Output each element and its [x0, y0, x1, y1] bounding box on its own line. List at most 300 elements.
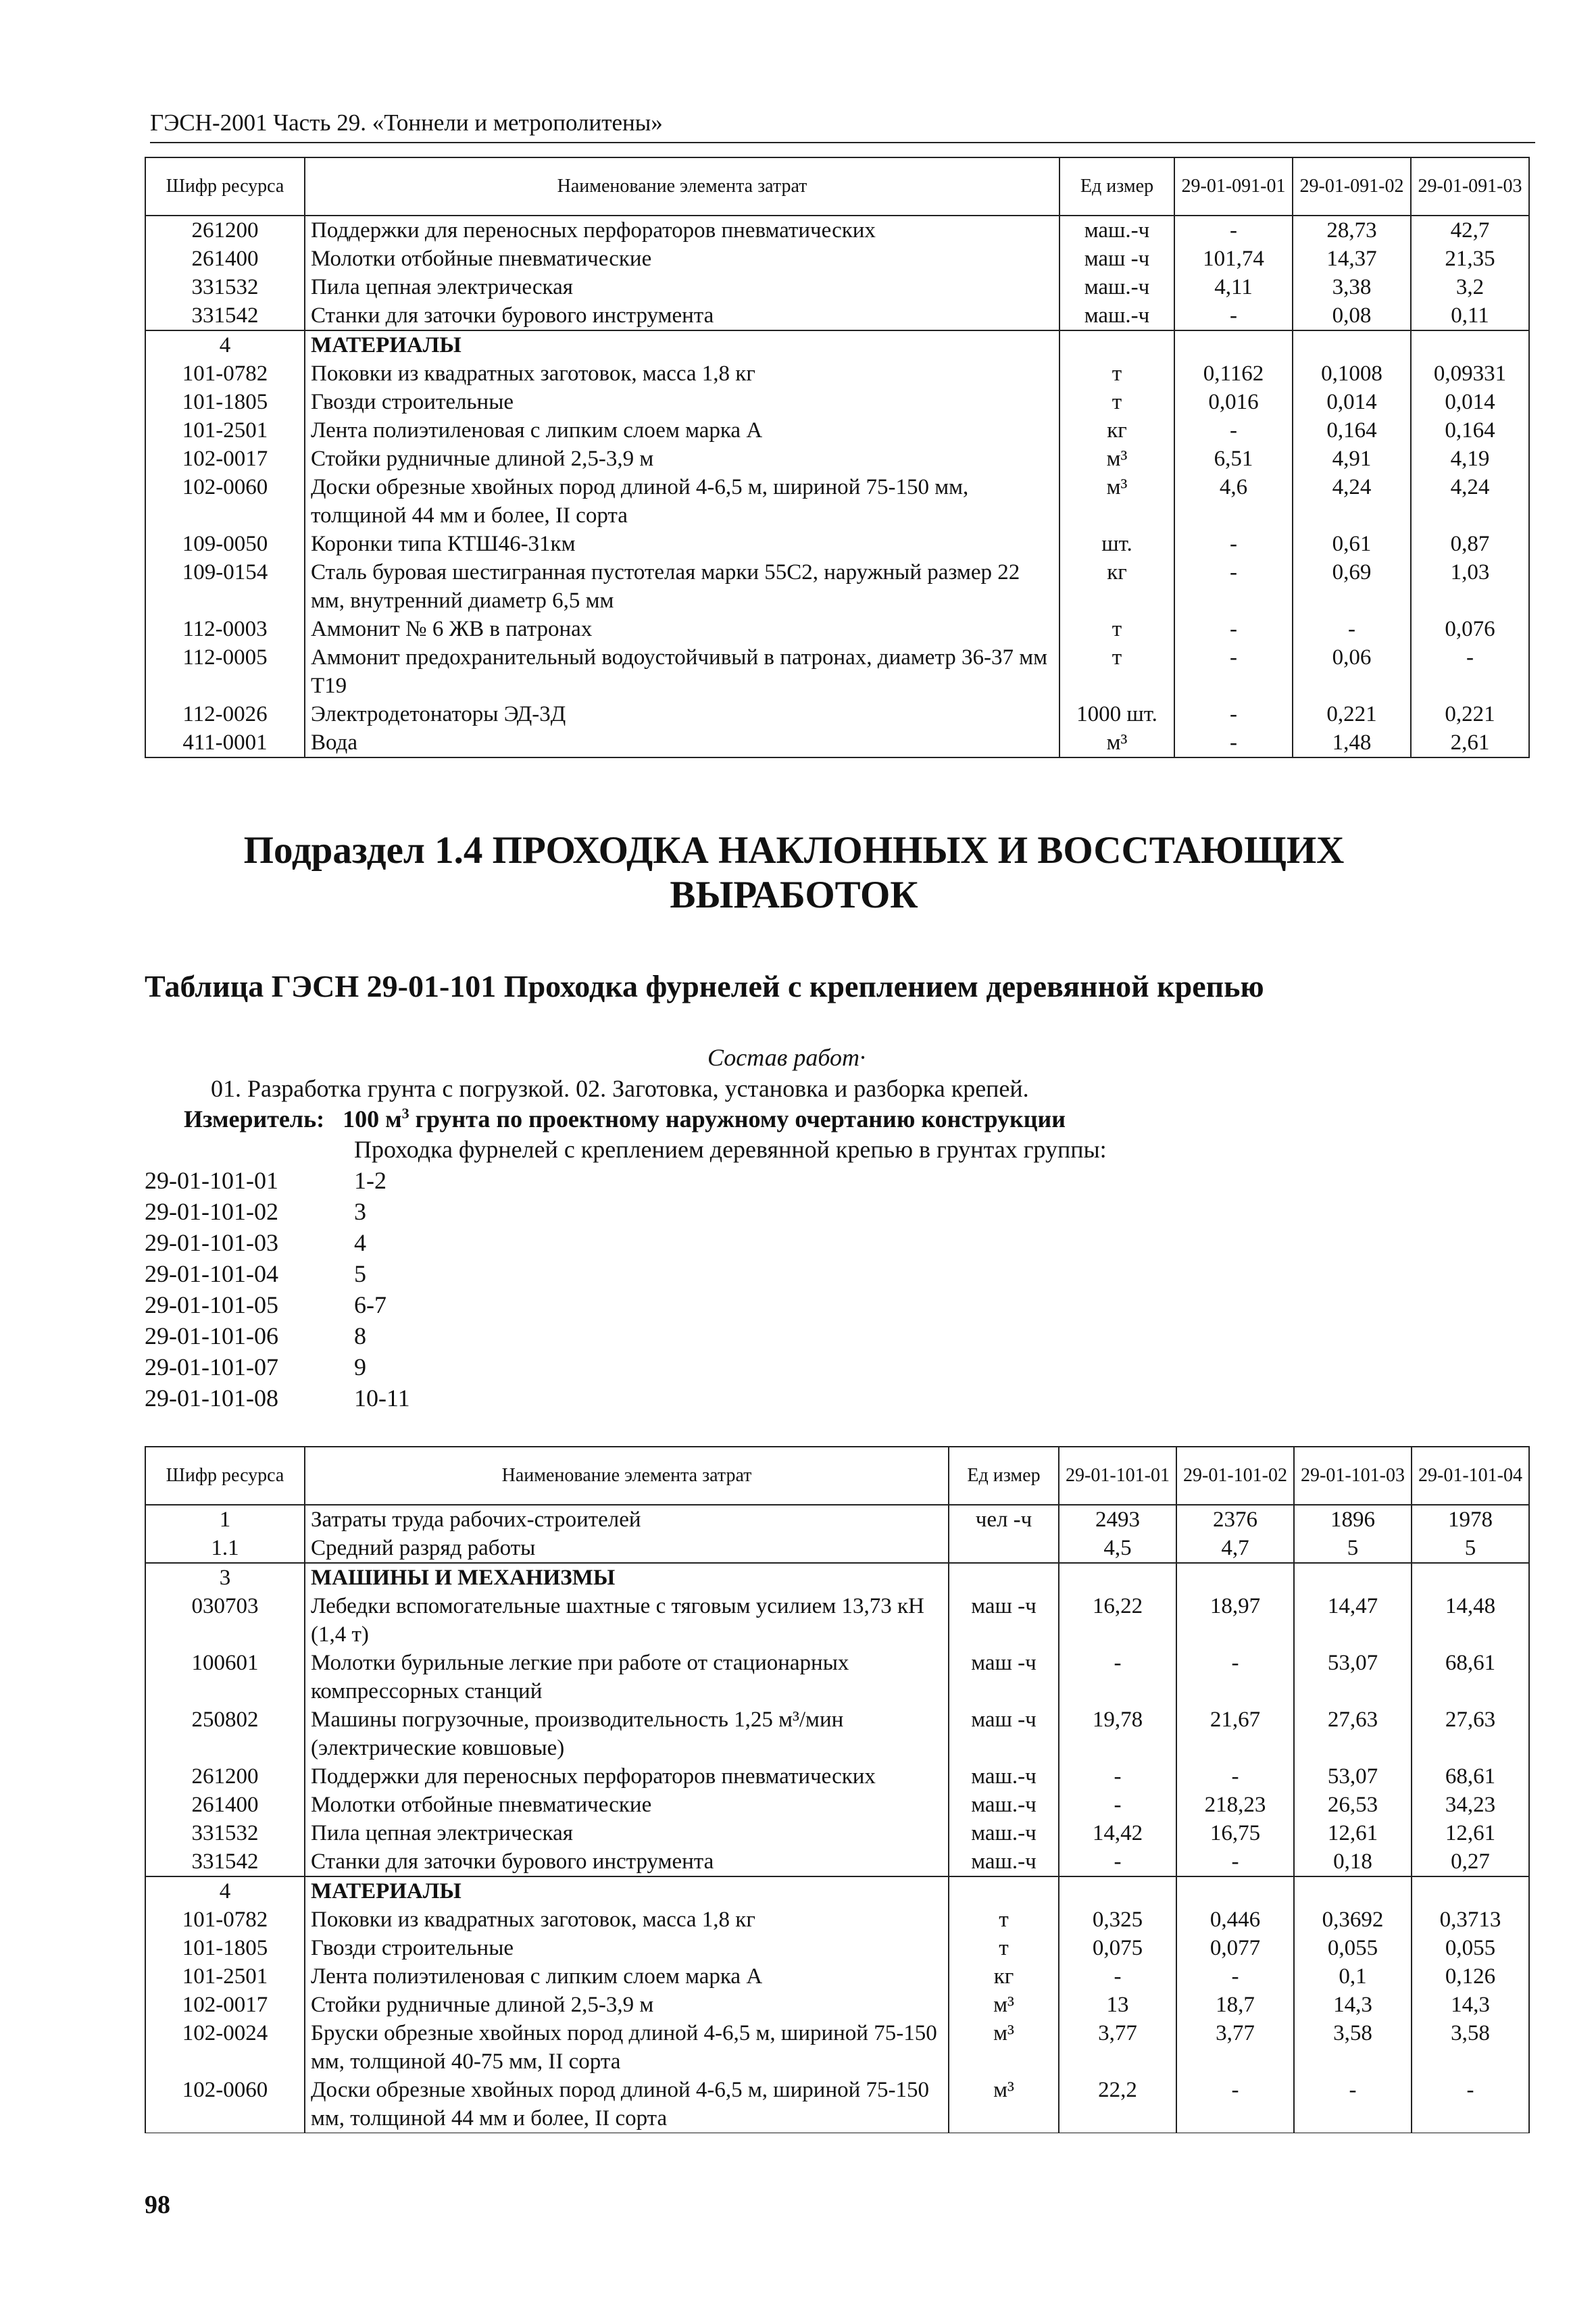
resource-code-cell: 112-0026 — [145, 700, 305, 728]
variant-row — [145, 1289, 618, 1320]
resource-name-cell: Станки для заточки бурового инструмента — [305, 1847, 949, 1876]
value-cell-1: 101,74 — [1174, 245, 1293, 273]
measure-value-sup: 3 — [401, 1105, 409, 1122]
resource-code-cell: 4 — [145, 330, 305, 359]
value-cell-3: 0,11 — [1411, 301, 1529, 330]
table-row — [145, 445, 1529, 473]
table-row — [145, 1505, 1529, 1534]
value-cell-2: 0,014 — [1293, 388, 1411, 416]
resource-code-cell: 331542 — [145, 301, 305, 330]
unit-cell: м³ — [949, 1991, 1059, 2019]
value-cell-3 — [1294, 1876, 1412, 1906]
table-row — [145, 216, 1529, 245]
value-cell-3: 26,53 — [1294, 1791, 1412, 1819]
value-cell-1: 19,78 — [1059, 1706, 1176, 1762]
value-cell-3: 4,24 — [1411, 473, 1529, 530]
table-row — [145, 1762, 1529, 1791]
table-row — [145, 728, 1529, 757]
value-cell-3: 3,2 — [1411, 273, 1529, 301]
unit-cell: кг — [1059, 558, 1174, 615]
value-cell-1: - — [1174, 301, 1293, 330]
value-cell-4: 0,27 — [1412, 1847, 1529, 1876]
value-cell-3: 53,07 — [1294, 1762, 1412, 1791]
resource-name-cell: Гвозди строительные — [305, 1934, 949, 1962]
value-cell-1 — [1059, 1563, 1176, 1592]
table-row — [145, 416, 1529, 445]
value-cell-2: 0,06 — [1293, 643, 1411, 700]
resource-name-cell: Электродетонаторы ЭД-3Д — [305, 700, 1059, 728]
resource-code-cell: 331532 — [145, 273, 305, 301]
measure-line — [184, 1103, 1522, 1135]
header-code: Шифр ресурса — [145, 1447, 305, 1505]
unit-cell: шт. — [1059, 530, 1174, 558]
value-cell-1: 13 — [1059, 1991, 1176, 2019]
value-cell-3: 1,03 — [1411, 558, 1529, 615]
unit-cell: маш.-ч — [1059, 301, 1174, 330]
header-col-2: 29-01-101-02 — [1176, 1447, 1294, 1505]
table-row — [145, 1819, 1529, 1847]
resource-name-cell: Лебедки вспомогательные шахтные с тяговым усилием 13,73 кН (1,4 т) — [305, 1592, 949, 1649]
resource-name-cell: МАШИНЫ И МЕХАНИЗМЫ — [305, 1563, 949, 1592]
variant-code: 29-01-101-08 — [145, 1385, 278, 1412]
value-cell-3: - — [1294, 2076, 1412, 2133]
value-cell-1: 6,51 — [1174, 445, 1293, 473]
value-cell-2: 0,164 — [1293, 416, 1411, 445]
value-cell-3: 0,3692 — [1294, 1906, 1412, 1934]
resource-name-cell: Вода — [305, 728, 1059, 757]
unit-cell: маш -ч — [949, 1592, 1059, 1649]
table-body — [145, 1505, 1529, 2133]
value-cell-1: - — [1174, 216, 1293, 245]
value-cell-2: 0,446 — [1176, 1906, 1294, 1934]
measure-value — [330, 1105, 1066, 1132]
resource-code-cell: 101-2501 — [145, 416, 305, 445]
table-row — [145, 1706, 1529, 1762]
value-cell-2: 16,75 — [1176, 1819, 1294, 1847]
variant-code: 29-01-101-06 — [145, 1322, 278, 1349]
resource-name-cell: Стойки рудничные длиной 2,5-3,9 м — [305, 445, 1059, 473]
variant-list — [145, 1165, 618, 1414]
resource-name-cell: Молотки бурильные легкие при работе от стационарных компрессорных станций — [305, 1649, 949, 1706]
value-cell-4: 27,63 — [1412, 1706, 1529, 1762]
unit-cell: 1000 шт. — [1059, 700, 1174, 728]
variant-row — [145, 1383, 618, 1414]
resource-name-cell: Доски обрезные хвойных пород длиной 4-6,5 м, шириной 75-150 мм, толщиной 44 мм и более, II сорта — [305, 473, 1059, 530]
resource-code-cell: 1.1 — [145, 1534, 305, 1563]
value-cell-2: - — [1176, 1762, 1294, 1791]
value-cell-2: 14,37 — [1293, 245, 1411, 273]
header-col-1: 29-01-101-01 — [1059, 1447, 1176, 1505]
value-cell-3: 0,18 — [1294, 1847, 1412, 1876]
work-composition-heading: Состав работ· — [707, 1044, 866, 1071]
resource-name-cell: Поковки из квадратных заготовок, масса 1,8 кг — [305, 1906, 949, 1934]
variant-soil-group: 10-11 — [354, 1385, 410, 1412]
value-cell-1: 0,016 — [1174, 388, 1293, 416]
value-cell-3: 0,164 — [1411, 416, 1529, 445]
variant-soil-group: 9 — [354, 1353, 366, 1380]
value-cell-4 — [1412, 1876, 1529, 1906]
variant-row — [145, 1196, 618, 1227]
value-cell-3: 0,09331 — [1411, 359, 1529, 388]
value-cell-2: 4,7 — [1176, 1534, 1294, 1563]
value-cell-3: 12,61 — [1294, 1819, 1412, 1847]
value-cell-4: 14,48 — [1412, 1592, 1529, 1649]
value-cell-1: - — [1174, 700, 1293, 728]
unit-cell: маш -ч — [949, 1649, 1059, 1706]
resource-code-cell: 101-1805 — [145, 1934, 305, 1962]
unit-cell: т — [949, 1934, 1059, 1962]
table-row — [145, 1563, 1529, 1592]
variant-code: 29-01-101-03 — [145, 1229, 278, 1256]
variant-code: 29-01-101-04 — [145, 1260, 278, 1287]
resource-name-cell: Средний разряд работы — [305, 1534, 949, 1563]
value-cell-2: 0,077 — [1176, 1934, 1294, 1962]
variant-code: 29-01-101-05 — [145, 1291, 278, 1318]
resource-code-cell: 109-0050 — [145, 530, 305, 558]
table-row — [145, 301, 1529, 330]
resource-name-cell: Бруски обрезные хвойных пород длиной 4-6,5 м, шириной 75-150 мм, толщиной 40-75 мм, II сорта — [305, 2019, 949, 2076]
value-cell-2: 218,23 — [1176, 1791, 1294, 1819]
value-cell-3 — [1411, 330, 1529, 359]
value-cell-1: - — [1174, 615, 1293, 643]
value-cell-1: - — [1059, 1762, 1176, 1791]
resource-code-cell: 101-0782 — [145, 359, 305, 388]
resource-code-cell: 030703 — [145, 1592, 305, 1649]
value-cell-1: - — [1059, 1649, 1176, 1706]
table-row — [145, 643, 1529, 700]
resource-name-cell: Поддержки для переносных перфораторов пневматических — [305, 216, 1059, 245]
value-cell-2: 28,73 — [1293, 216, 1411, 245]
value-cell-4: 68,61 — [1412, 1762, 1529, 1791]
value-cell-4: - — [1412, 2076, 1529, 2133]
value-cell-3: 14,3 — [1294, 1991, 1412, 2019]
unit-cell: маш.-ч — [1059, 216, 1174, 245]
value-cell-1: 4,11 — [1174, 273, 1293, 301]
value-cell-4: 68,61 — [1412, 1649, 1529, 1706]
unit-cell: м³ — [1059, 728, 1174, 757]
table-row — [145, 2019, 1529, 2076]
table-row — [145, 1534, 1529, 1563]
resource-name-cell: Аммонит № 6 ЖВ в патронах — [305, 615, 1059, 643]
resource-code-cell: 102-0060 — [145, 473, 305, 530]
value-cell-1: 2493 — [1059, 1505, 1176, 1534]
unit-cell — [949, 1876, 1059, 1906]
variant-row — [145, 1320, 618, 1351]
resource-code-cell: 331542 — [145, 1847, 305, 1876]
resource-code-cell: 102-0017 — [145, 1991, 305, 2019]
value-cell-1: 0,325 — [1059, 1906, 1176, 1934]
unit-cell: м³ — [949, 2019, 1059, 2076]
header-col-1: 29-01-091-01 — [1174, 157, 1293, 216]
unit-cell: т — [1059, 388, 1174, 416]
value-cell-2: 4,24 — [1293, 473, 1411, 530]
value-cell-2: 0,61 — [1293, 530, 1411, 558]
unit-cell: маш.-ч — [1059, 273, 1174, 301]
resource-code-cell: 101-2501 — [145, 1962, 305, 1991]
value-cell-3: 0,055 — [1294, 1934, 1412, 1962]
resource-name-cell: Станки для заточки бурового инструмента — [305, 301, 1059, 330]
variant-soil-group: 4 — [354, 1229, 366, 1256]
value-cell-3 — [1294, 1563, 1412, 1592]
value-cell-2: 0,1008 — [1293, 359, 1411, 388]
resource-code-cell: 261200 — [145, 1762, 305, 1791]
work-composition-text: 01. Разработка грунта с погрузкой. 02. Заготовка, установка и разборка крепей. — [211, 1075, 1029, 1102]
value-cell-4: 3,58 — [1412, 2019, 1529, 2076]
value-cell-2: - — [1176, 1847, 1294, 1876]
value-cell-1: 22,2 — [1059, 2076, 1176, 2133]
table-row — [145, 1962, 1529, 1991]
value-cell-1: - — [1174, 416, 1293, 445]
table-row — [145, 1876, 1529, 1906]
table-row — [145, 2076, 1529, 2133]
resource-name-cell: Поковки из квадратных заготовок, масса 1,8 кг — [305, 359, 1059, 388]
resource-name-cell: Доски обрезные хвойных пород длиной 4-6,5 м, шириной 75-150 мм, толщиной 44 мм и более, II сорта — [305, 2076, 949, 2133]
variant-row — [145, 1227, 618, 1258]
resource-name-cell: Поддержки для переносных перфораторов пневматических — [305, 1762, 949, 1791]
value-cell-1: 16,22 — [1059, 1592, 1176, 1649]
value-cell-2: 18,97 — [1176, 1592, 1294, 1649]
value-cell-2: 1,48 — [1293, 728, 1411, 757]
value-cell-2: 18,7 — [1176, 1991, 1294, 2019]
header-col-2: 29-01-091-02 — [1293, 157, 1411, 216]
value-cell-4: 1978 — [1412, 1505, 1529, 1534]
resource-table-29-01-101 — [145, 1446, 1530, 2133]
page-number: 98 — [145, 2191, 170, 2219]
table-row — [145, 1991, 1529, 2019]
value-cell-2: 3,38 — [1293, 273, 1411, 301]
measure-label: Измеритель: — [184, 1105, 325, 1132]
value-cell-3: 14,47 — [1294, 1592, 1412, 1649]
unit-cell — [949, 1563, 1059, 1592]
resource-name-cell: МАТЕРИАЛЫ — [305, 330, 1059, 359]
header-col-3: 29-01-101-03 — [1294, 1447, 1412, 1505]
resource-name-cell: Гвозди строительные — [305, 388, 1059, 416]
value-cell-4: 14,3 — [1412, 1991, 1529, 2019]
resource-table-29-01-091 — [145, 157, 1530, 758]
resource-name-cell: Коронки типа КТШ46-31км — [305, 530, 1059, 558]
unit-cell: м³ — [949, 2076, 1059, 2133]
table-header-row — [145, 1447, 1529, 1505]
resource-code-cell: 261400 — [145, 1791, 305, 1819]
header-name: Наименование элемента затрат — [305, 157, 1059, 216]
header-col-4: 29-01-101-04 — [1412, 1447, 1529, 1505]
value-cell-2 — [1293, 330, 1411, 359]
value-cell-2: 2376 — [1176, 1505, 1294, 1534]
value-cell-2: - — [1176, 1649, 1294, 1706]
value-cell-3: 53,07 — [1294, 1649, 1412, 1706]
resource-code-cell: 102-0017 — [145, 445, 305, 473]
unit-cell: кг — [1059, 416, 1174, 445]
unit-cell: чел -ч — [949, 1505, 1059, 1534]
table-row — [145, 1649, 1529, 1706]
value-cell-2: 0,08 — [1293, 301, 1411, 330]
value-cell-4: 0,126 — [1412, 1962, 1529, 1991]
variant-row — [145, 1351, 618, 1383]
resource-code-cell: 102-0060 — [145, 2076, 305, 2133]
resource-name-cell: Аммонит предохранительный водоустойчивый в патронах, диаметр 36-37 мм Т19 — [305, 643, 1059, 700]
unit-cell: т — [1059, 615, 1174, 643]
header-col-3: 29-01-091-03 — [1411, 157, 1529, 216]
unit-cell: м³ — [1059, 473, 1174, 530]
resource-name-cell: Пила цепная электрическая — [305, 1819, 949, 1847]
value-cell-1: - — [1059, 1962, 1176, 1991]
unit-cell — [1059, 330, 1174, 359]
resource-code-cell: 3 — [145, 1563, 305, 1592]
table-header-row — [145, 157, 1529, 216]
value-cell-1: 4,5 — [1059, 1534, 1176, 1563]
header-unit: Ед измер — [949, 1447, 1059, 1505]
value-cell-1: - — [1174, 728, 1293, 757]
value-cell-4: 12,61 — [1412, 1819, 1529, 1847]
value-cell-4: 34,23 — [1412, 1791, 1529, 1819]
resource-code-cell: 112-0003 — [145, 615, 305, 643]
unit-cell: маш.-ч — [949, 1791, 1059, 1819]
table-row — [145, 359, 1529, 388]
unit-cell: т — [949, 1906, 1059, 1934]
value-cell-2: - — [1176, 2076, 1294, 2133]
resource-code-cell: 1 — [145, 1505, 305, 1534]
value-cell-1 — [1059, 1876, 1176, 1906]
value-cell-2: 4,91 — [1293, 445, 1411, 473]
value-cell-3: 5 — [1294, 1534, 1412, 1563]
resource-name-cell: Стойки рудничные длиной 2,5-3,9 м — [305, 1991, 949, 2019]
table-row — [145, 1791, 1529, 1819]
unit-cell: маш.-ч — [949, 1847, 1059, 1876]
header-name: Наименование элемента затрат — [305, 1447, 949, 1505]
unit-cell: маш -ч — [1059, 245, 1174, 273]
resource-name-cell: Молотки отбойные пневматические — [305, 245, 1059, 273]
resource-name-cell: Пила цепная электрическая — [305, 273, 1059, 301]
variant-soil-group: 5 — [354, 1260, 366, 1287]
resource-code-cell: 101-0782 — [145, 1906, 305, 1934]
value-cell-3: 0,076 — [1411, 615, 1529, 643]
value-cell-2: 0,69 — [1293, 558, 1411, 615]
value-cell-4 — [1412, 1563, 1529, 1592]
table-row — [145, 1847, 1529, 1876]
table-title: Таблица ГЭСН 29-01-101 Проходка фурнелей с креплением деревянной крепью — [145, 969, 1264, 1003]
resource-name-cell: Сталь буровая шестигранная пустотелая марки 55С2, наружный размер 22 мм, внутренний диаметр 6,5 мм — [305, 558, 1059, 615]
resource-code-cell: 261400 — [145, 245, 305, 273]
variant-row — [145, 1258, 618, 1289]
header-unit: Ед измер — [1059, 157, 1174, 216]
unit-cell: кг — [949, 1962, 1059, 1991]
table-body — [145, 216, 1529, 757]
variant-code: 29-01-101-02 — [145, 1198, 278, 1225]
unit-cell: маш -ч — [949, 1706, 1059, 1762]
value-cell-1: - — [1059, 1847, 1176, 1876]
value-cell-4: 5 — [1412, 1534, 1529, 1563]
table-row — [145, 1934, 1529, 1962]
value-cell-3: - — [1411, 643, 1529, 700]
value-cell-3: 0,221 — [1411, 700, 1529, 728]
running-header: ГЭСН-2001 Часть 29. «Тоннели и метрополитены» — [150, 108, 1535, 143]
resource-name-cell: Молотки отбойные пневматические — [305, 1791, 949, 1819]
value-cell-4: 0,3713 — [1412, 1906, 1529, 1934]
value-cell-3: 42,7 — [1411, 216, 1529, 245]
variant-code: 29-01-101-01 — [145, 1167, 278, 1194]
value-cell-2: - — [1293, 615, 1411, 643]
value-cell-2: 0,221 — [1293, 700, 1411, 728]
unit-cell — [949, 1534, 1059, 1563]
value-cell-1: 14,42 — [1059, 1819, 1176, 1847]
value-cell-1: 0,1162 — [1174, 359, 1293, 388]
resource-code-cell: 101-1805 — [145, 388, 305, 416]
value-cell-1: 0,075 — [1059, 1934, 1176, 1962]
unit-cell: маш.-ч — [949, 1819, 1059, 1847]
resource-name-cell: Лента полиэтиленовая с липким слоем марка А — [305, 1962, 949, 1991]
value-cell-1: 3,77 — [1059, 2019, 1176, 2076]
table-row — [145, 530, 1529, 558]
value-cell-2 — [1176, 1563, 1294, 1592]
variant-intro: Проходка фурнелей с креплением деревянной крепью в грунтах группы: — [354, 1136, 1107, 1163]
value-cell-2: 21,67 — [1176, 1706, 1294, 1762]
subsection-title: Подраздел 1.4 ПРОХОДКА НАКЛОННЫХ И ВОССТАЮЩИХ ВЫРАБОТОК — [243, 829, 1345, 916]
value-cell-3: 3,58 — [1294, 2019, 1412, 2076]
value-cell-1: - — [1174, 558, 1293, 615]
variant-code: 29-01-101-07 — [145, 1353, 278, 1380]
table-row — [145, 273, 1529, 301]
resource-code-cell: 100601 — [145, 1649, 305, 1706]
value-cell-3: 27,63 — [1294, 1706, 1412, 1762]
table-row — [145, 700, 1529, 728]
variant-soil-group: 8 — [354, 1322, 366, 1349]
value-cell-4: 0,055 — [1412, 1934, 1529, 1962]
measure-value-amount: 100 м — [343, 1105, 402, 1132]
value-cell-3: 0,014 — [1411, 388, 1529, 416]
resource-name-cell: МАТЕРИАЛЫ — [305, 1876, 949, 1906]
table-row — [145, 558, 1529, 615]
resource-name-cell: Лента полиэтиленовая с липким слоем марка А — [305, 416, 1059, 445]
resource-name-cell: Машины погрузочные, производительность 1,25 м³/мин (электрические ковшовые) — [305, 1706, 949, 1762]
unit-cell: т — [1059, 643, 1174, 700]
value-cell-3: 2,61 — [1411, 728, 1529, 757]
table-row — [145, 1592, 1529, 1649]
value-cell-3: 1896 — [1294, 1505, 1412, 1534]
variant-row — [145, 1165, 618, 1196]
table-row — [145, 245, 1529, 273]
variant-soil-group: 6-7 — [354, 1291, 386, 1318]
variant-soil-group: 3 — [354, 1198, 366, 1225]
resource-code-cell: 112-0005 — [145, 643, 305, 700]
resource-code-cell: 250802 — [145, 1706, 305, 1762]
resource-code-cell: 102-0024 — [145, 2019, 305, 2076]
resource-code-cell: 411-0001 — [145, 728, 305, 757]
value-cell-1: - — [1059, 1791, 1176, 1819]
value-cell-3: 4,19 — [1411, 445, 1529, 473]
value-cell-1 — [1174, 330, 1293, 359]
table-row — [145, 1906, 1529, 1934]
value-cell-2: 3,77 — [1176, 2019, 1294, 2076]
resource-name-cell: Затраты труда рабочих-строителей — [305, 1505, 949, 1534]
resource-code-cell: 331532 — [145, 1819, 305, 1847]
unit-cell: т — [1059, 359, 1174, 388]
value-cell-1: 4,6 — [1174, 473, 1293, 530]
resource-code-cell: 4 — [145, 1876, 305, 1906]
value-cell-2: - — [1176, 1962, 1294, 1991]
value-cell-3: 21,35 — [1411, 245, 1529, 273]
table-row — [145, 388, 1529, 416]
unit-cell: м³ — [1059, 445, 1174, 473]
unit-cell: маш.-ч — [949, 1762, 1059, 1791]
variant-soil-group: 1-2 — [354, 1167, 386, 1194]
measure-value-text: грунта по проектному наружному очертанию конструкции — [409, 1105, 1066, 1132]
table-row — [145, 473, 1529, 530]
resource-code-cell: 261200 — [145, 216, 305, 245]
value-cell-3: 0,87 — [1411, 530, 1529, 558]
value-cell-3: 0,1 — [1294, 1962, 1412, 1991]
table-row — [145, 330, 1529, 359]
value-cell-1: - — [1174, 530, 1293, 558]
